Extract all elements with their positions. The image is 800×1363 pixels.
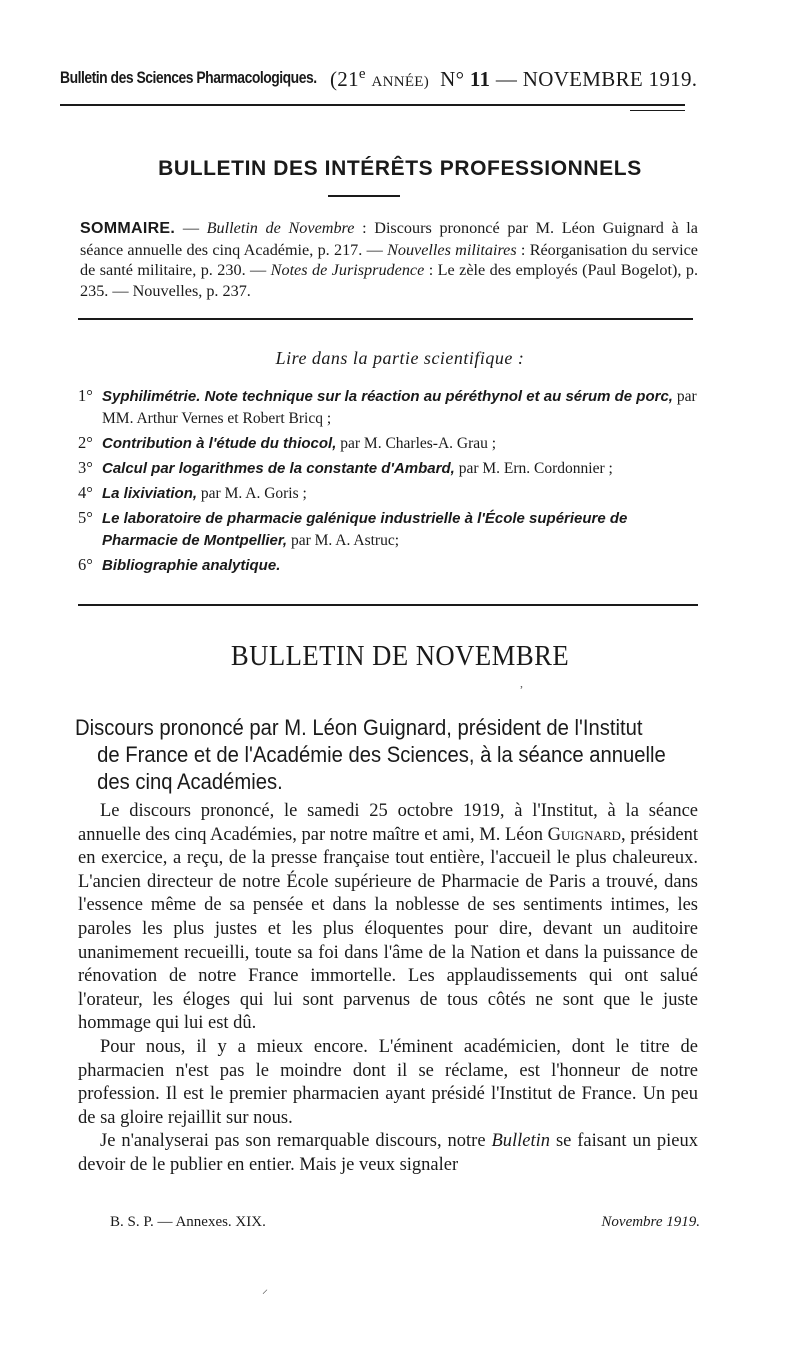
toc-item bbox=[78, 554, 700, 576]
discours-title-line-3: des cinq Académies. bbox=[97, 769, 283, 794]
sommaire-sep-1: — bbox=[175, 219, 207, 237]
stray-mark: , bbox=[520, 676, 523, 690]
toc-item bbox=[78, 482, 700, 504]
toc-title: Syphilimétrie. Note technique sur la réaction au péréthynol et au sérum de porc, bbox=[102, 388, 673, 405]
toc-item bbox=[78, 432, 700, 454]
toc-authors: par M. A. Astruc; bbox=[287, 532, 399, 549]
sommaire-text-2: : Réorganisation du service de santé militaire, p. 230. — bbox=[80, 240, 698, 279]
sommaire bbox=[80, 218, 698, 301]
lire-heading: Lire dans la partie scientifique : bbox=[275, 348, 525, 368]
paragraph-1 bbox=[78, 800, 698, 1036]
toc-authors: par M. A. Goris ; bbox=[197, 485, 307, 502]
toc-num: 2° bbox=[78, 433, 93, 452]
bulletin-title: BULLETIN DE NOVEMBRE bbox=[230, 640, 570, 672]
contents-rule bbox=[78, 604, 698, 606]
toc-item bbox=[78, 507, 700, 551]
running-header bbox=[60, 66, 700, 96]
issue-no: N° bbox=[440, 67, 465, 91]
toc-num: 4° bbox=[78, 483, 93, 502]
article-body bbox=[78, 800, 698, 1178]
toc-authors: par M. Ern. Cordonnier ; bbox=[454, 460, 613, 477]
paragraph-1-name: Guignard bbox=[547, 824, 621, 845]
toc-num: 3° bbox=[78, 458, 93, 477]
stray-mark-bottom: ⸝ bbox=[262, 1282, 269, 1296]
header-rule bbox=[60, 104, 685, 106]
paragraph-3-italic: Bulletin bbox=[491, 1131, 551, 1152]
discours-title-line-2: de France et de l'Académie des Sciences, à la séance annuelle bbox=[97, 742, 666, 767]
toc-authors: par M. Charles-A. Grau ; bbox=[336, 435, 497, 452]
sommaire-text-3: : Le zèle des employés (Paul Bogelot), p. 235. — Nouvelles, p. 237. bbox=[80, 261, 698, 300]
paragraph-2: Pour nous, il y a mieux encore. L'éminent académicien, dont le titre de pharmacien n'est pas le moindre dont il se réclame, est l'honneur de notre profession. Il est le premier pharmacien ayant présidé l'Institut de France. Un peu de sa gloire rejaillit sur nous. bbox=[78, 1036, 698, 1128]
toc-item bbox=[78, 457, 700, 479]
paragraph-3 bbox=[78, 1130, 698, 1177]
sommaire-label: SOMMAIRE. bbox=[80, 220, 176, 237]
sommaire-rule bbox=[78, 318, 693, 320]
toc-num: 1° bbox=[78, 386, 93, 405]
scientific-contents bbox=[78, 385, 700, 579]
issue-date: — NOVEMBRE 1919. bbox=[495, 67, 698, 91]
footer-reference: B. S. P. — Annexes. XIX. bbox=[110, 1214, 266, 1230]
toc-num: 5° bbox=[78, 508, 93, 527]
header-rule-tail bbox=[630, 110, 685, 111]
footer-date: Novembre 1919. bbox=[601, 1214, 700, 1230]
sommaire-ref-nouvelles: Nouvelles militaires bbox=[387, 240, 517, 259]
section-title: BULLETIN DES INTÉRÊTS PROFESSIONNELS bbox=[158, 157, 642, 180]
paragraph-3-text-b: se faisant un pieux devoir de le publier en entier. Mais je veux signaler bbox=[78, 1131, 698, 1175]
issue-info bbox=[330, 66, 697, 92]
toc-title: Calcul par logarithmes de la constante d'Ambard, bbox=[102, 460, 455, 477]
journal-title: Bulletin des Sciences Pharmacologiques. bbox=[60, 68, 317, 87]
toc-title: Contribution à l'étude du thiocol, bbox=[102, 435, 337, 452]
toc-title: La lixiviation, bbox=[102, 485, 198, 502]
discours-title bbox=[75, 714, 705, 795]
toc-title: Le laboratoire de pharmacie galénique industrielle à l'École supérieure de Pharmacie de Montpellier, bbox=[102, 510, 628, 549]
toc-num: 6° bbox=[78, 555, 93, 574]
discours-title-line-1: Discours prononcé par M. Léon Guignard, président de l'Institut bbox=[75, 715, 643, 740]
sommaire-ref-notes: Notes de Jurisprudence bbox=[270, 261, 425, 279]
toc-authors: par MM. Arthur Vernes et Robert Bricq ; bbox=[102, 388, 697, 427]
issue-annee: ANNÉE) bbox=[371, 74, 430, 90]
paragraph-1-text-b: , président en exercice, a reçu, de la presse française tout entière, l'accueil le plus chaleureux. L'ancien directeur de notre École supérieure de Pharmacie de Paris a trouvé, dans l'essence même de sa pensée et dans la noblesse de ses sentiments intimes, les paroles les plus justes et les plus éloquentes pour dire, devant un auditoire unanimement recueilli, toute sa foi dans l'âme de la Nation et dans la puissance de rénovation de notre France immortelle. Les applaudissements qui ont salué l'orateur, les éloges qui lui sont parvenus de tous côtés ne sont que le juste hommage qui lui est dû. bbox=[78, 824, 699, 1034]
sommaire-text-1: : Discours prononcé par M. Léon Guignard à la séance annuelle des cinq Académie, p. 217. — bbox=[80, 219, 698, 259]
sommaire-ref-bulletin: Bulletin de Novembre bbox=[206, 219, 355, 237]
toc-item bbox=[78, 385, 700, 429]
issue-number: 11 bbox=[469, 67, 491, 91]
toc-title: Bibliographie analytique. bbox=[102, 557, 281, 574]
paragraph-3-text-a: Je n'analyserai pas son remarquable discours, notre bbox=[100, 1131, 492, 1152]
section-title-underline bbox=[328, 195, 400, 197]
paragraph-1-text-a: Le discours prononcé, le samedi 25 octobre 1919, à l'Institut, à la séance annuelle des cinq Académies, par notre maître et ami, M. Léon bbox=[78, 801, 698, 845]
issue-sup: e bbox=[358, 66, 366, 82]
page-footer bbox=[110, 1214, 700, 1238]
issue-open: (21 bbox=[330, 67, 359, 91]
